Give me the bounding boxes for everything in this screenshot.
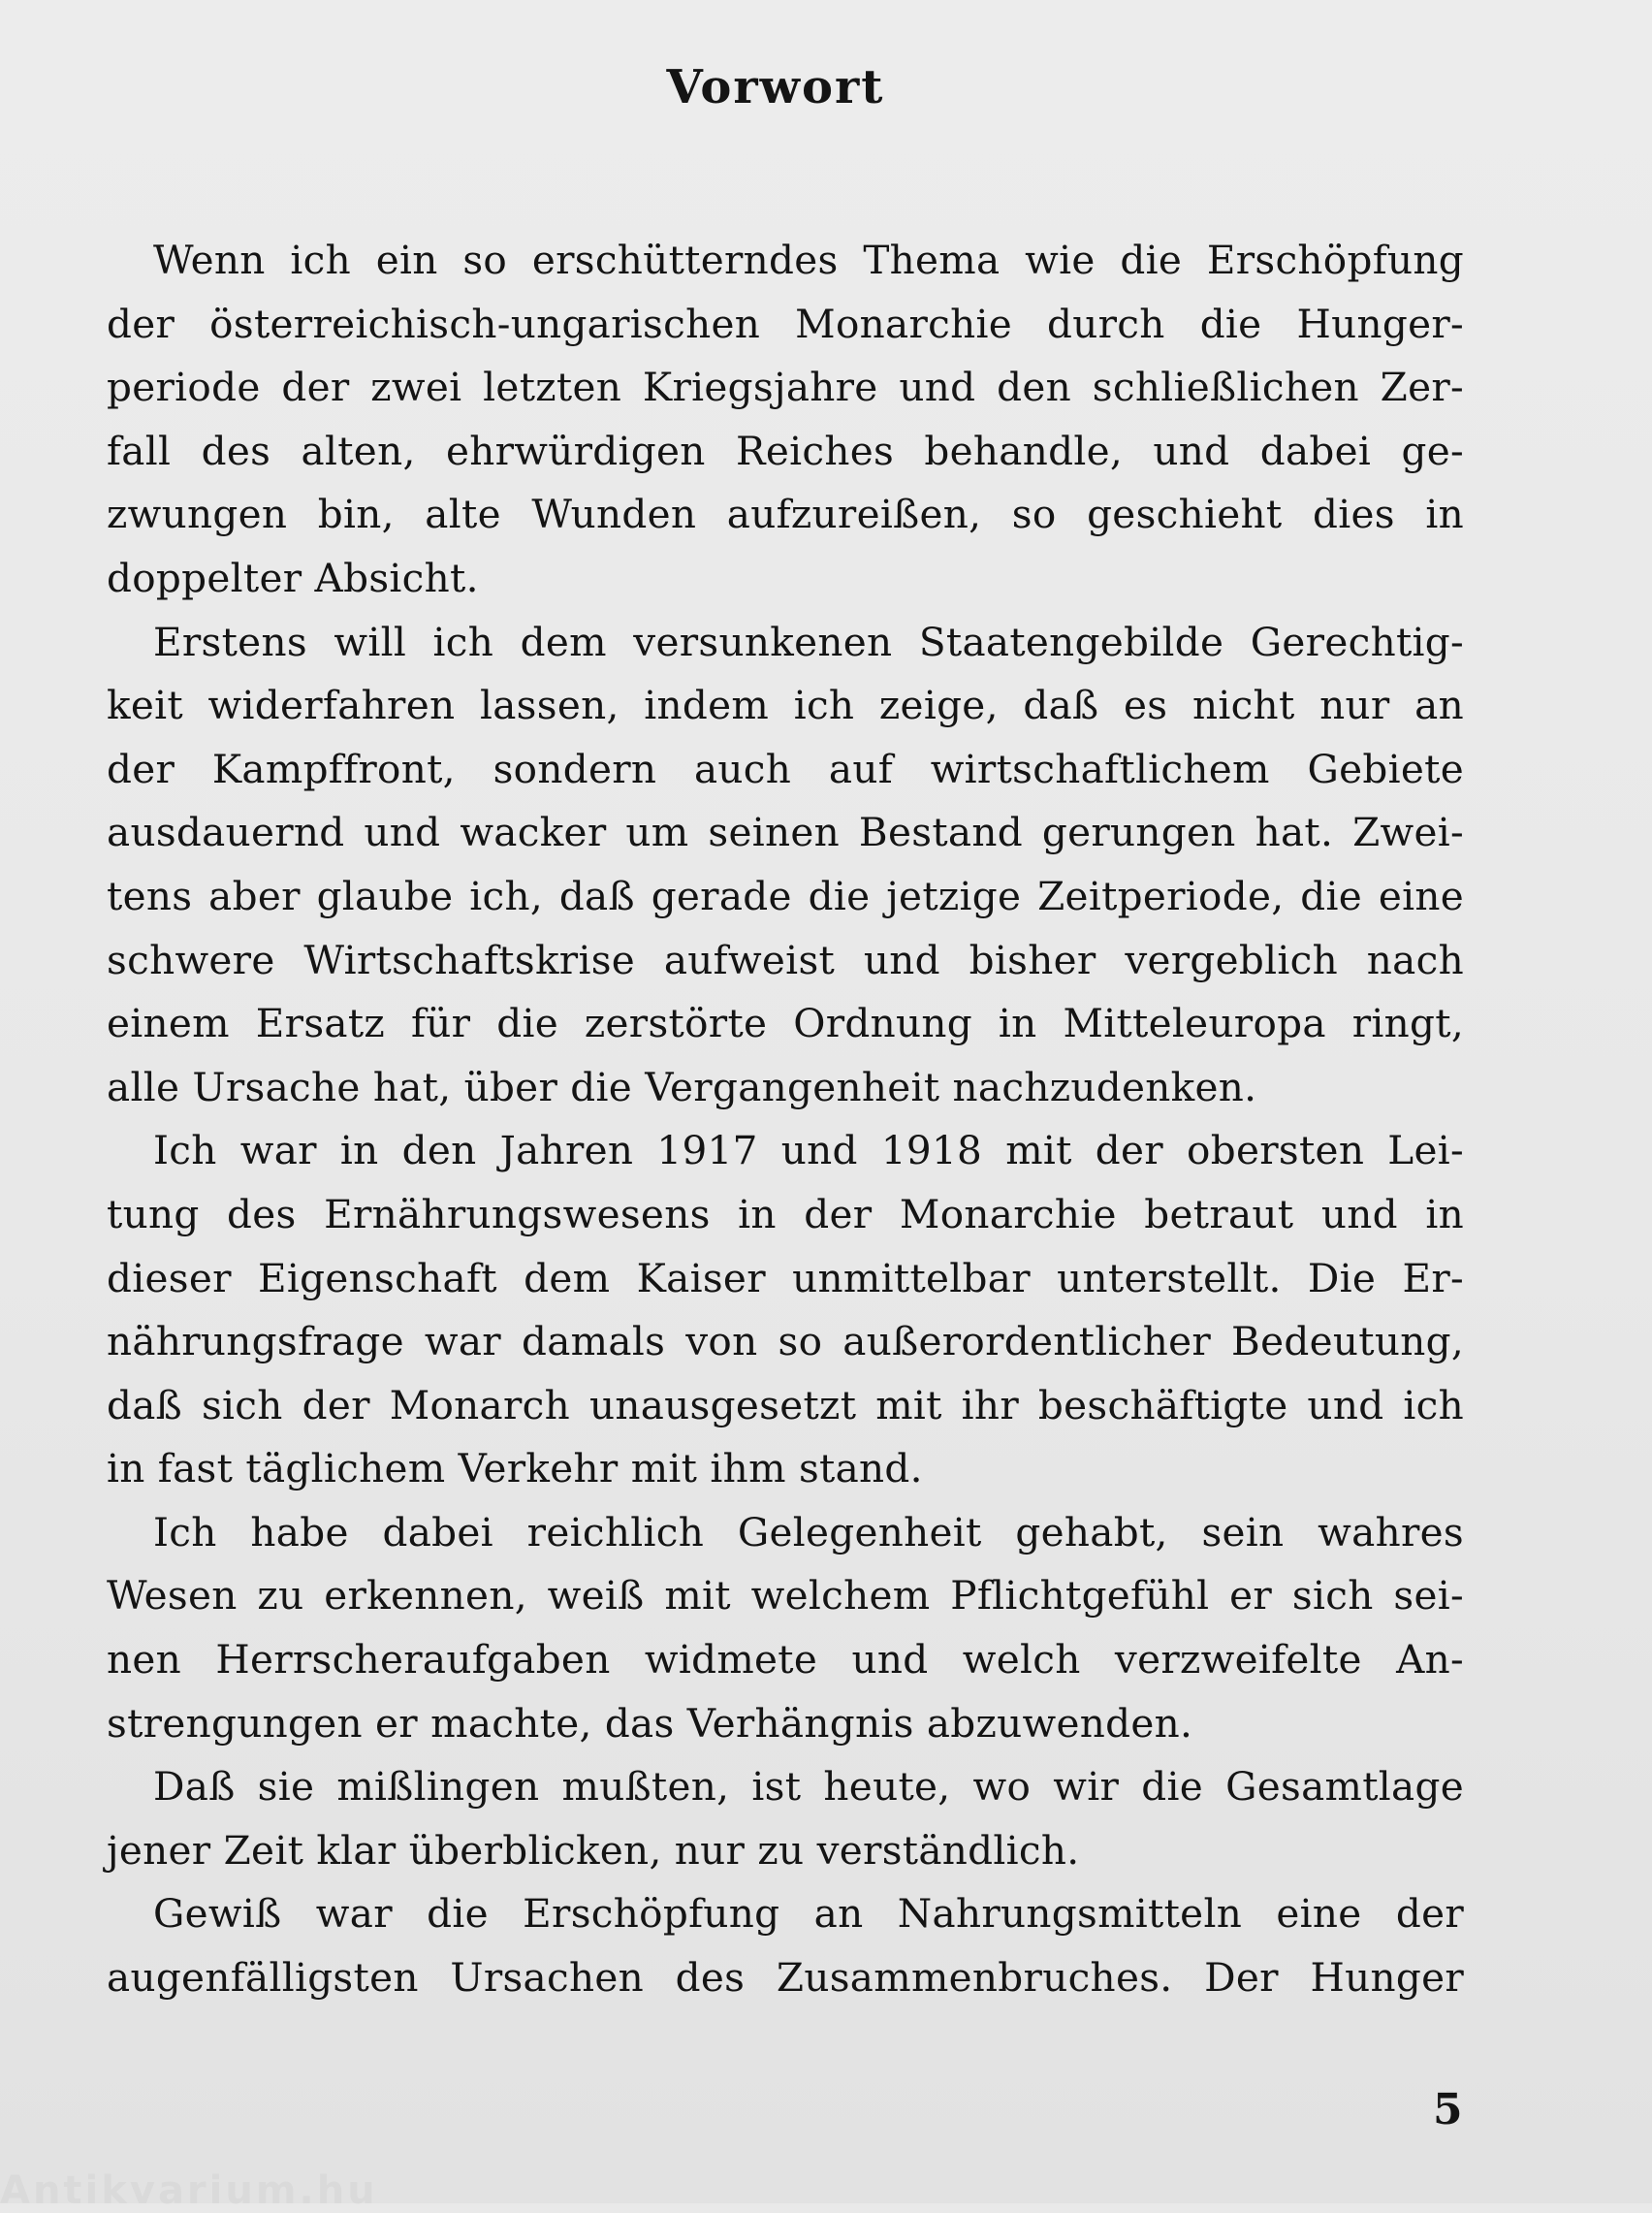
text-line: Gewiß war die Erschöpfung an Nahrungsmitteln eine der <box>153 1890 1464 1938</box>
text-line: fall des alten, ehrwürdigen Reiches behandle, und dabei ge- <box>107 427 1464 474</box>
text-line: nährungsfrage war damals von so außerordentlicher Bedeutung, <box>107 1318 1464 1365</box>
body-text <box>107 229 1464 2010</box>
text-line: alle Ursache hat, über die Vergangenheit nachzudenken. <box>107 1063 1257 1110</box>
text-line: Ich war in den Jahren 1917 und 1918 mit der obersten Lei- <box>153 1127 1464 1174</box>
text-line: in fast täglichem Verkehr mit ihm stand. <box>107 1445 923 1492</box>
paragraph-5 <box>107 1755 1464 1882</box>
text-line: der Kampffront, sondern auch auf wirtschaftlichem Gebiete <box>107 745 1464 792</box>
text-line: daß sich der Monarch unausgesetzt mit ihr beschäftigte und ich <box>107 1381 1464 1428</box>
text-line: schwere Wirtschaftskrise aufweist und bisher vergeblich nach <box>107 936 1464 983</box>
paragraph-1 <box>107 229 1464 611</box>
page-title: Vorwort <box>666 60 885 114</box>
text-line: doppelter Absicht. <box>107 554 479 601</box>
text-line: dieser Eigenschaft dem Kaiser unmittelbar unterstellt. Die Er- <box>107 1254 1464 1301</box>
text-line: keit widerfahren lassen, indem ich zeige, daß es nicht nur an <box>107 682 1464 729</box>
text-line: Ich habe dabei reichlich Gelegenheit gehabt, sein wahres <box>153 1508 1464 1556</box>
text-line: Wenn ich ein so erschütterndes Thema wie die Erschöpfung <box>153 237 1464 283</box>
page-number: 5 <box>1433 2085 1463 2134</box>
text-line: tung des Ernährungswesens in der Monarchie betraut und in <box>107 1190 1464 1237</box>
text-line: nen Herrscheraufgaben widmete und welch verzweifelte An- <box>107 1636 1464 1684</box>
paragraph-4 <box>107 1501 1464 1755</box>
paragraph-2 <box>107 611 1464 1120</box>
text-line: tens aber glaube ich, daß gerade die jetzige Zeitperiode, die eine <box>107 872 1464 919</box>
text-line: Wesen zu erkennen, weiß mit welchem Pflichtgefühl er sich sei- <box>107 1572 1464 1620</box>
paragraph-3 <box>107 1119 1464 1501</box>
watermark: Antikvarium.hu <box>0 2168 378 2213</box>
text-line: strengungen er machte, das Verhängnis abzuwenden. <box>107 1699 1193 1747</box>
text-line: Erstens will ich dem versunkenen Staatengebilde Gerechtig- <box>153 618 1464 665</box>
text-line: zwungen bin, alte Wunden aufzureißen, so geschieht dies in <box>107 491 1464 538</box>
text-line: jener Zeit klar überblicken, nur zu verständlich. <box>107 1826 1080 1874</box>
text-line: augenfälligsten Ursachen des Zusammenbruches. Der Hunger <box>107 1954 1464 2002</box>
paragraph-6 <box>107 1882 1464 2009</box>
text-line: einem Ersatz für die zerstörte Ordnung in Mitteleuropa ringt, <box>107 1000 1464 1047</box>
text-line: periode der zwei letzten Kriegsjahre und den schließlichen Zer- <box>107 364 1464 411</box>
text-line: der österreichisch-ungarischen Monarchie durch die Hunger- <box>107 300 1464 347</box>
text-line: Daß sie mißlingen mußten, ist heute, wo wir die Gesamtlage <box>153 1763 1464 1811</box>
text-line: ausdauernd und wacker um seinen Bestand gerungen hat. Zwei- <box>107 809 1464 856</box>
